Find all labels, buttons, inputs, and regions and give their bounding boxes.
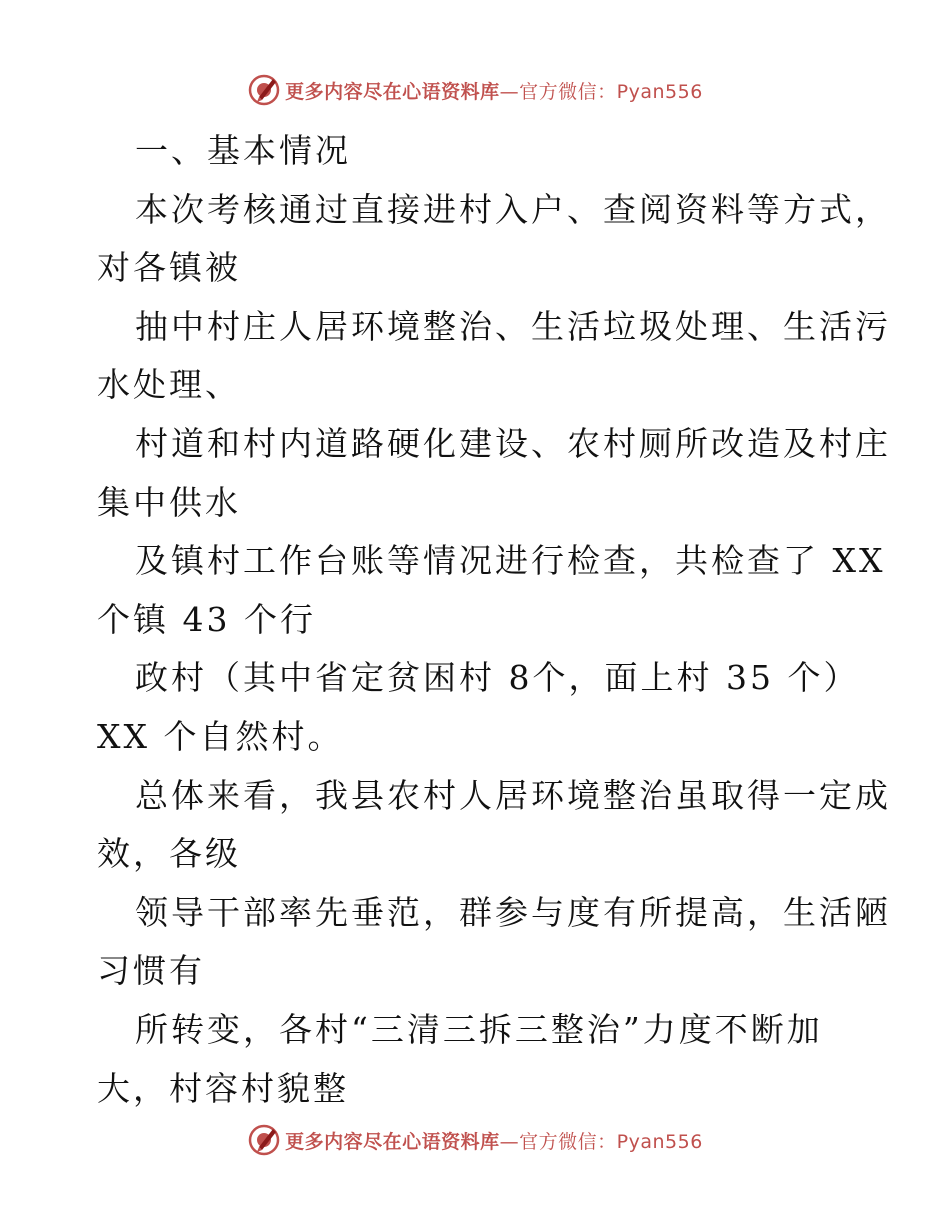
pen-logo-icon bbox=[247, 73, 281, 107]
paragraph-line: 所转变，各村“三清三拆三整治”力度不断加 bbox=[135, 1009, 823, 1049]
paragraph-line: 水处理、 bbox=[97, 365, 241, 405]
footer-watermark bbox=[0, 1120, 950, 1160]
watermark-contact: 官方微信：Pyan556 bbox=[519, 1130, 703, 1153]
paragraph-line: 及镇村工作台账等情况进行检查，共检查了 XX bbox=[135, 541, 886, 581]
paragraph-line: 抽中村庄人居环境整治、生活垃圾处理、生活污 bbox=[135, 306, 891, 346]
pen-logo-icon bbox=[247, 1123, 281, 1157]
watermark-separator: — bbox=[499, 1130, 520, 1153]
section-heading: 一、基本情况 bbox=[135, 131, 351, 170]
document-body bbox=[97, 122, 891, 1118]
watermark-separator: — bbox=[499, 80, 520, 103]
paragraph-line: XX 个自然村。 bbox=[97, 716, 344, 756]
paragraph-line: 效，各级 bbox=[97, 834, 241, 874]
paragraph-line: 个镇 43 个行 bbox=[97, 599, 316, 639]
paragraph-line: 集中供水 bbox=[97, 482, 241, 522]
paragraph-line: 大，村容村貌整 bbox=[97, 1068, 349, 1108]
paragraph-line: 总体来看，我县农村人居环境整治虽取得一定成 bbox=[135, 775, 891, 815]
paragraph-line: 习惯有 bbox=[97, 951, 205, 991]
watermark-contact: 官方微信：Pyan556 bbox=[519, 80, 703, 103]
header-watermark bbox=[0, 70, 950, 110]
paragraph-line: 本次考核通过直接进村入户、查阅资料等方式， bbox=[135, 189, 891, 229]
watermark-text bbox=[285, 77, 703, 104]
watermark-title: 更多内容尽在心语资料库 bbox=[285, 80, 500, 103]
paragraph-line: 村道和村内道路硬化建设、农村厕所改造及村庄 bbox=[135, 423, 891, 463]
watermark-title: 更多内容尽在心语资料库 bbox=[285, 1130, 500, 1153]
paragraph-line: 政村（其中省定贫困村 8个，面上村 35 个） bbox=[135, 658, 860, 698]
paragraph-line: 对各镇被 bbox=[97, 248, 241, 288]
paragraph-line: 领导干部率先垂范，群参与度有所提高，生活陋 bbox=[135, 892, 891, 932]
watermark-text bbox=[285, 1127, 703, 1154]
